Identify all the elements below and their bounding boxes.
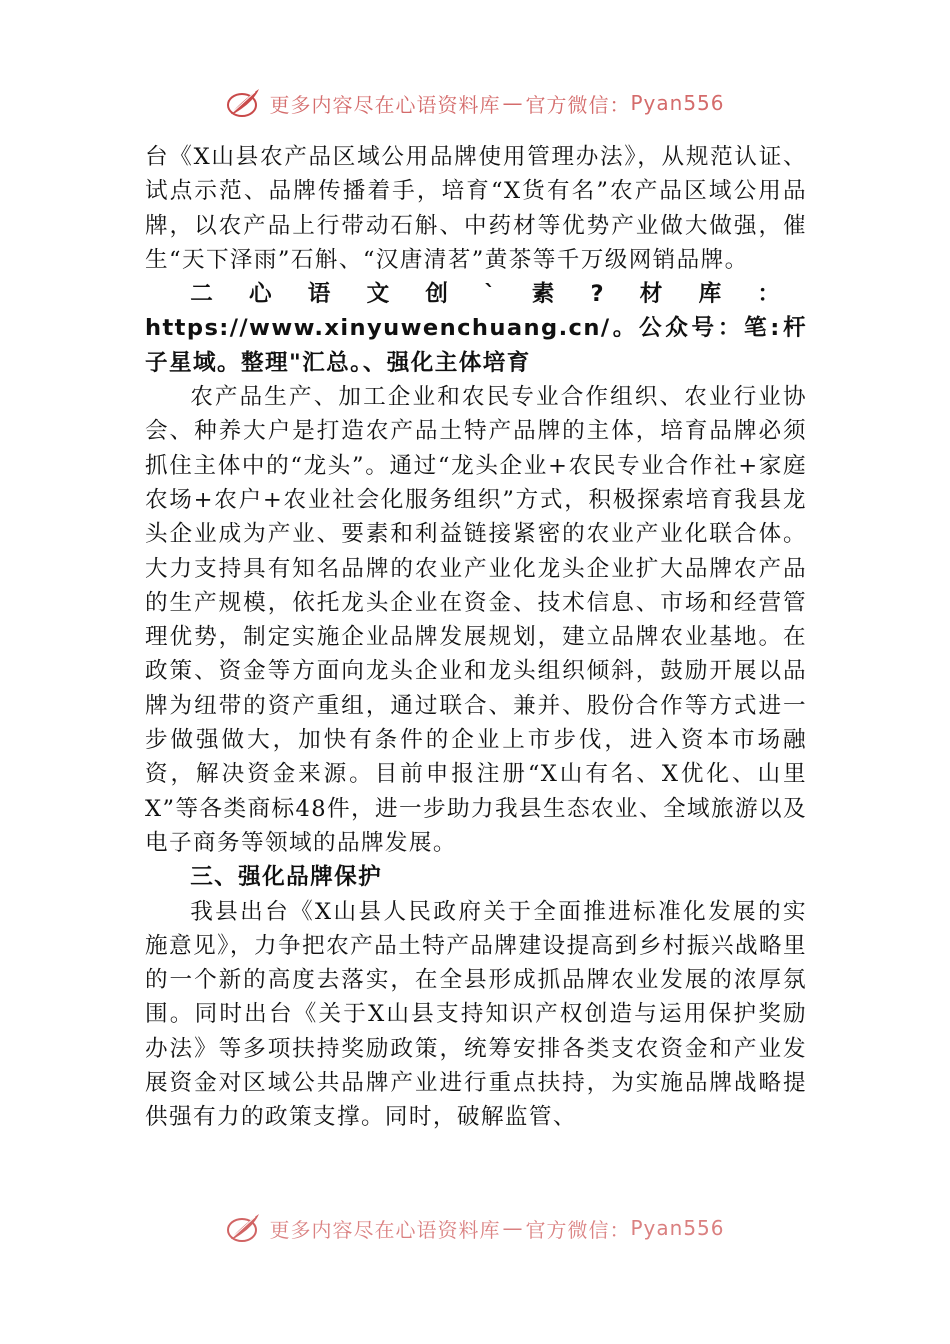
paragraph-continued: 台《X山县农产品区域公用品牌使用管理办法》，从规范认证、试点示范、品牌传播着手，培育“X货有名”农产品区域公用品牌，以农产品上行带动石斛、中药材等优势产业做大做强，催生“天下泽雨”石斛、“汉唐清茗”黄茶等千万级网销品牌。 <box>145 144 807 273</box>
watermark-header <box>0 86 950 120</box>
paragraph-subject-cultivation: 农产品生产、加工企业和农民专业合作组织、农业行业协会、种养大户是打造农产品土特产品牌的主体，培育品牌必须抓住主体中的“龙头”。通过“龙头企业+农民专业合作社+家庭农场+农户+农业社会化服务组织”方式，积极探索培育我县龙头企业成为产业、要素和利益链接紧密的农业产业化联合体。大力支持具有知名品牌的农业产业化龙头企业扩大品牌农产品的生产规模，依托龙头企业在资金、技术信息、市场和经营管理优势，制定实施企业品牌发展规划，建立品牌农业基地。在政策、资金等方面向龙头企业和龙头组织倾斜，鼓励开展以品牌为纽带的资产重组，通过联合、兼并、股份合作等方式进一步做强做大，加快有条件的企业上市步伐，进入资本市场融资，解决资金来源。目前申报注册“X山有名、X优化、山里X”等各类商标48件，进一步助力我县生态农业、全域旅游以及电子商务等领域的品牌发展。 <box>145 384 807 856</box>
watermark-footer <box>0 1211 950 1245</box>
watermark-dash: — <box>502 91 524 115</box>
quill-logo-icon <box>225 86 263 120</box>
heading-2-prefix: 二心语文创`素?材库： <box>190 281 807 308</box>
document-body <box>145 140 807 1135</box>
watermark-dash: — <box>502 1216 524 1240</box>
watermark-site-text: 更多内容尽在心语资料库 <box>269 92 501 117</box>
watermark-wechat-label: 官方微信： <box>525 1217 631 1242</box>
section-heading-3: 三、强化品牌保护 <box>190 864 383 891</box>
watermark-wechat-id: Pyan556 <box>630 91 725 115</box>
watermark-site-text: 更多内容尽在心语资料库 <box>269 1217 501 1242</box>
quill-logo-icon <box>225 1211 263 1245</box>
watermark-wechat-id: Pyan556 <box>630 1216 725 1240</box>
watermark-wechat-label: 官方微信： <box>525 92 631 117</box>
section-heading-2 <box>145 277 807 380</box>
paragraph-brand-protection: 我县出台《X山县人民政府关于全面推进标准化发展的实施意见》，力争把农产品土特产品牌建设提高到乡村振兴战略里的一个新的高度去落实，在全县形成抓品牌农业发展的浓厚氛围。同时出台《关于X山县支持知识产权创造与运用保护奖励办法》等多项扶持奖励政策，统筹安排各类支农资金和产业发展资金对区域公共品牌产业进行重点扶持，为实施品牌战略提供强有力的政策支撑。同时，破解监管、 <box>145 898 807 1131</box>
heading-2-url: https://www.xinyuwenchuang.cn/。公众号：笔:杆子星域。整理"汇总。、强化主体培育 <box>145 315 807 376</box>
